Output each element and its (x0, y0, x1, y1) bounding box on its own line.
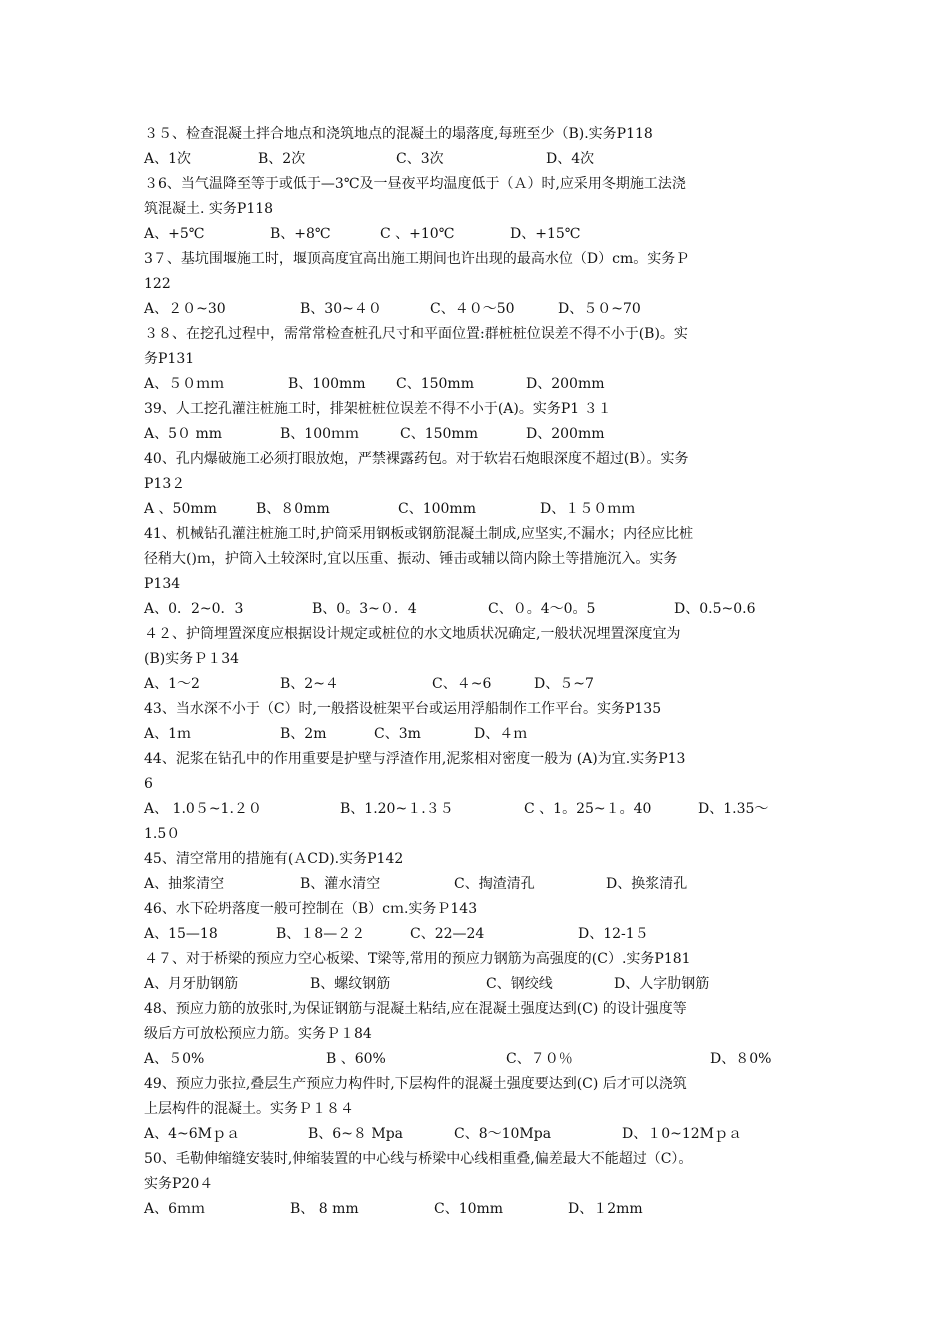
question-stem-line: P134 (144, 576, 181, 592)
question-stem-line: 43、当水深不小于（C）时,一般搭设桩架平台或运用浮船制作工作平台。实务P135 (144, 701, 662, 717)
question-stem-line: 41、机械钻孔灌注桩施工时,护筒采用钢板或钢筋混凝土制成,应坚实,不漏水；内径应比桩 (144, 526, 694, 542)
answer-option: B、+8℃ (270, 226, 331, 242)
answer-option: B、灌水清空 (300, 876, 381, 892)
question-stem-line: 上层构件的混凝土。实务Ｐ１８４ (144, 1101, 354, 1117)
question-block (144, 897, 814, 947)
question-stem-line: 122 (144, 276, 171, 292)
answer-option: D、５~7 (534, 676, 594, 692)
answer-option: C、3次 (396, 151, 444, 167)
answer-option: A、6ｍｍ (144, 1201, 206, 1217)
answer-option: C、０。4～0。5 (488, 601, 596, 617)
answer-options-row (144, 672, 814, 697)
answer-option: D、200mm (526, 376, 605, 392)
answer-option: B、螺纹钢筋 (310, 976, 391, 992)
question-block (144, 997, 814, 1072)
question-stem-line: 50、毛勒伸缩缝安装时,伸缩装置的中心线与桥梁中心线相重叠,偏差最大不能超过（C）。 (144, 1151, 693, 1167)
answer-option: A、0．2~0．3 (144, 601, 244, 617)
answer-option: A、２０~30 (144, 301, 226, 317)
answer-option: A 、50mm (144, 501, 217, 517)
answer-option: C、3m (374, 726, 421, 742)
answer-option: B、0。3~０．4 (312, 601, 417, 617)
answer-option: A、+5℃ (144, 226, 205, 242)
answer-options-row (144, 372, 814, 397)
answer-option: D、５０~70 (558, 301, 641, 317)
question-stem-line: 实务P20４ (144, 1176, 214, 1192)
question-stem-line: 筑混凝土. 实务P118 (144, 201, 274, 217)
answer-option: 1.5０ (144, 826, 181, 842)
answer-option: D、+15℃ (510, 226, 581, 242)
question-stem-line: 径稍大()ｍ，护筒入土较深时,宜以压重、振动、锤击或辅以筒内除土等措施沉入。实务 (144, 551, 678, 567)
answer-option: C、７０％ (506, 1051, 573, 1067)
answer-options-row (144, 1122, 814, 1147)
answer-option: B、１8—２２ (276, 926, 366, 942)
question-block (144, 447, 814, 522)
answer-options-row (144, 797, 814, 822)
question-block (144, 172, 814, 247)
answer-option: C、钢绞线 (486, 976, 553, 992)
answer-options-row (144, 597, 814, 622)
question-block (144, 847, 814, 897)
answer-options-row (144, 422, 814, 447)
question-stem-line: ３５、检查混凝土拌合地点和浇筑地点的混凝土的塌落度,每班至少（B).实务P118 (144, 126, 653, 142)
answer-option: C、8～10Mpa (454, 1126, 552, 1142)
answer-options-row (144, 822, 814, 847)
answer-option: B、８0mm (256, 501, 330, 517)
answer-option: D、12-1５ (578, 926, 649, 942)
question-stem-line: ４７、对于桥梁的预应力空心板梁、T梁等,常用的预应力钢筋为高强度的(C）.实务P181 (144, 951, 691, 967)
answer-options-row (144, 1047, 814, 1072)
answer-option: D、4次 (546, 151, 595, 167)
answer-option: D、４ｍ (474, 726, 528, 742)
answer-option: B、30~４０ (300, 301, 382, 317)
answer-option: C、150mm (400, 426, 478, 442)
answer-option: D、１５０ｍｍ (540, 501, 636, 517)
question-block (144, 947, 814, 997)
answer-option: B 、60% (326, 1051, 386, 1067)
question-stem-line: 40、孔内爆破施工必须打眼放炮，严禁裸露药包。对于软岩石炮眼深度不超过(B）。实务 (144, 451, 689, 467)
question-block (144, 1072, 814, 1147)
answer-option: C、４~6 (432, 676, 492, 692)
question-stem-line: ４２、护筒埋置深度应根据设计规定或桩位的水文地质状况确定,一般状况埋置深度宜为 (144, 626, 681, 642)
answer-option: B、2次 (258, 151, 306, 167)
question-stem-line: 45、清空常用的措施有(ＡCD).实务P142 (144, 851, 404, 867)
answer-option: C、10mm (434, 1201, 504, 1217)
answer-option: B、100mm (288, 376, 366, 392)
answer-option: D、换浆清孔 (606, 876, 688, 892)
question-stem-line: 6 (144, 776, 153, 792)
answer-option: A、 1.0５~1.２０ (144, 801, 262, 817)
question-list (144, 122, 814, 1222)
answer-options-row (144, 1197, 814, 1222)
question-block (144, 122, 814, 172)
answer-option: B、6~８ Mpa (308, 1126, 404, 1142)
answer-option: A、抽浆清空 (144, 876, 225, 892)
question-block (144, 697, 814, 747)
question-stem-line: P13２ (144, 476, 186, 492)
question-stem-line: 39、人工挖孔灌注桩施工时，排架桩桩位误差不得不小于(A)。实务P1 ３１ (144, 401, 612, 417)
answer-option: C、150mm (396, 376, 474, 392)
answer-option: B、1.20~１.３５ (340, 801, 454, 817)
answer-options-row (144, 222, 814, 247)
answer-option: A、5０ mm (144, 426, 223, 442)
answer-option: C、22—24 (410, 926, 485, 942)
question-stem-line: 48、预应力筋的放张时,为保证钢筋与混凝土粘结,应在混凝土强度达到(C) 的设计强度等 (144, 1001, 687, 1017)
answer-option: C、100mm (398, 501, 476, 517)
answer-options-row (144, 297, 814, 322)
question-block (144, 397, 814, 447)
question-stem-line: 3７、基坑围堰施工时，堰顶高度宜高出施工期间也许出现的最高水位（D）cm。实务Ｐ (144, 251, 690, 267)
answer-option: C 、+10℃ (380, 226, 455, 242)
answer-option: A、５0% (144, 1051, 205, 1067)
answer-option: A、1ｍ (144, 726, 192, 742)
answer-option: B、2m (280, 726, 327, 742)
answer-options-row (144, 147, 814, 172)
question-stem-line: 46、水下砼坍落度一般可控制在（B）cｍ.实务Ｐ143 (144, 901, 478, 917)
answer-option: B、2~４ (280, 676, 339, 692)
answer-option: C、掏渣清孔 (454, 876, 535, 892)
answer-option: A、1次 (144, 151, 192, 167)
answer-options-row (144, 497, 814, 522)
answer-option: D、0.5~0.6 (674, 601, 756, 617)
question-stem-line: 级后方可放松预应力筋。实务Ｐ１84 (144, 1026, 372, 1042)
question-block (144, 622, 814, 697)
answer-options-row (144, 872, 814, 897)
answer-option: A、4~6Mｐａ (144, 1126, 240, 1142)
question-stem-line: 44、泥浆在钻孔中的作用重要是护壁与浮渣作用,泥浆相对密度一般为 (A)为宜.实务P13 (144, 751, 686, 767)
answer-options-row (144, 722, 814, 747)
answer-option: D、200mm (526, 426, 605, 442)
answer-option: D、１0~12Mｐａ (622, 1126, 743, 1142)
answer-option: D、人字肋钢筋 (614, 976, 710, 992)
question-block (144, 1147, 814, 1222)
answer-option: A、15—18 (144, 926, 218, 942)
question-stem-line: 49、预应力张拉,叠层生产预应力构件时,下层构件的混凝土强度要达到(C) 后才可以浇筑 (144, 1076, 687, 1092)
answer-option: B、100ｍｍ (280, 426, 360, 442)
question-stem-line: ３6、当气温降至等于或低于—3℃及一昼夜平均温度低于（Ａ）时,应采用冬期施工法浇 (144, 176, 686, 192)
answer-option: A、1～2 (144, 676, 200, 692)
question-stem-line: (B)实务Ｐ１34 (144, 651, 240, 667)
answer-options-row (144, 972, 814, 997)
answer-option: D、１2mm (568, 1201, 643, 1217)
answer-option: C、４０～50 (430, 301, 515, 317)
answer-option: D、1.35～ (698, 801, 769, 817)
answer-option: C 、1。25~１。40 (524, 801, 652, 817)
answer-option: A、月牙肋钢筋 (144, 976, 239, 992)
question-block (144, 322, 814, 397)
question-stem-line: 务P131 (144, 351, 195, 367)
answer-option: B、 8 mm (290, 1201, 359, 1217)
question-block (144, 247, 814, 322)
question-stem-line: ３８、在挖孔过程中，需常常检查桩孔尺寸和平面位置:群桩桩位误差不得不小于(B)。实 (144, 326, 688, 342)
question-block (144, 747, 814, 847)
answer-option: D、８0% (710, 1051, 772, 1067)
question-block (144, 522, 814, 622)
answer-option: A、５０ｍｍ (144, 376, 225, 392)
answer-options-row (144, 922, 814, 947)
